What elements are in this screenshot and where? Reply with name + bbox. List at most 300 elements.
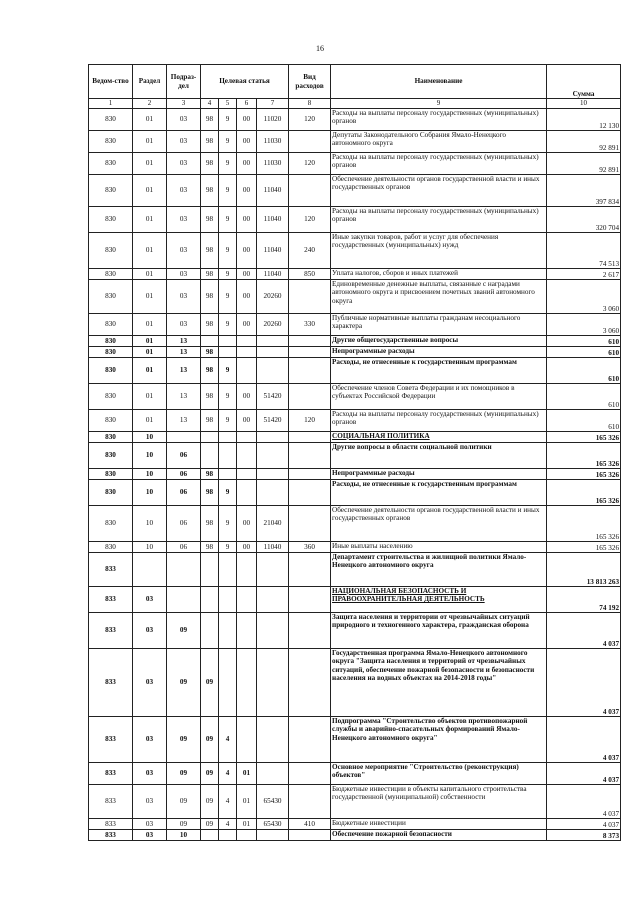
name-cell: Обеспечение пожарной безопасности [331, 830, 547, 841]
vedomstvo-cell: 830 [89, 358, 133, 384]
table-row [89, 763, 621, 785]
target-code-3-cell [237, 469, 257, 480]
vedomstvo-cell: 830 [89, 506, 133, 542]
expense-type-cell [289, 830, 331, 841]
table-body [89, 109, 621, 841]
target-code-1-cell [201, 553, 219, 587]
target-code-2-cell [219, 649, 237, 717]
target-code-4-cell: 11040 [257, 269, 289, 280]
header-vedomstvo: Ведом-ство [89, 65, 133, 99]
razdel-cell: 01 [133, 280, 167, 314]
target-code-4-cell: 51420 [257, 384, 289, 410]
vedomstvo-cell: 833 [89, 613, 133, 649]
target-code-2-cell: 9 [219, 109, 237, 131]
target-code-3-cell: 01 [237, 785, 257, 819]
target-code-4-cell [257, 336, 289, 347]
target-code-2-cell: 9 [219, 506, 237, 542]
podrazdel-cell: 13 [167, 410, 201, 432]
sum-cell: 3 060 [547, 314, 621, 336]
expense-type-cell: 850 [289, 269, 331, 280]
expense-type-cell: 120 [289, 207, 331, 233]
podrazdel-cell: 13 [167, 358, 201, 384]
target-code-2-cell: 9 [219, 269, 237, 280]
podrazdel-cell: 09 [167, 649, 201, 717]
target-code-3-cell [237, 358, 257, 384]
target-code-2-cell: 9 [219, 480, 237, 506]
target-code-3-cell: 01 [237, 819, 257, 830]
table-row [89, 207, 621, 233]
razdel-cell: 01 [133, 410, 167, 432]
vedomstvo-cell: 833 [89, 717, 133, 763]
razdel-cell: 10 [133, 443, 167, 469]
header-podrazdel: Подраз-дел [167, 65, 201, 99]
name-cell: Непрограммные расходы [331, 347, 547, 358]
razdel-cell: 03 [133, 587, 167, 613]
table-row [89, 587, 621, 613]
razdel-cell: 01 [133, 131, 167, 153]
target-code-4-cell: 11040 [257, 175, 289, 207]
podrazdel-cell: 03 [167, 233, 201, 269]
target-code-3-cell [237, 830, 257, 841]
target-code-3-cell: 00 [237, 175, 257, 207]
razdel-cell: 01 [133, 153, 167, 175]
vedomstvo-cell: 830 [89, 410, 133, 432]
sum-cell: 8 373 [547, 830, 621, 841]
target-code-2-cell [219, 830, 237, 841]
target-code-4-cell: 11040 [257, 542, 289, 553]
target-code-2-cell: 9 [219, 280, 237, 314]
vedomstvo-cell: 830 [89, 314, 133, 336]
razdel-cell: 01 [133, 175, 167, 207]
target-code-4-cell: 11030 [257, 131, 289, 153]
target-code-4-cell: 11040 [257, 233, 289, 269]
target-code-3-cell: 01 [237, 763, 257, 785]
column-number-cell: 3 [167, 99, 201, 109]
target-code-2-cell [219, 469, 237, 480]
sum-cell: 320 704 [547, 207, 621, 233]
table-row [89, 109, 621, 131]
expense-type-cell: 120 [289, 153, 331, 175]
name-cell: Расходы, не отнесенные к государственным программам [331, 358, 547, 384]
sum-cell: 4 037 [547, 785, 621, 819]
table-row [89, 506, 621, 542]
column-number-cell: 9 [331, 99, 547, 109]
target-code-1-cell [201, 830, 219, 841]
vedomstvo-cell: 833 [89, 649, 133, 717]
expense-type-cell: 410 [289, 819, 331, 830]
vedomstvo-cell: 833 [89, 553, 133, 587]
vedomstvo-cell: 830 [89, 347, 133, 358]
vedomstvo-cell: 830 [89, 443, 133, 469]
razdel-cell: 10 [133, 432, 167, 443]
table-row [89, 280, 621, 314]
table-row [89, 785, 621, 819]
razdel-cell: 03 [133, 763, 167, 785]
target-code-3-cell: 00 [237, 410, 257, 432]
razdel-cell: 03 [133, 830, 167, 841]
podrazdel-cell: 06 [167, 480, 201, 506]
budget-table [88, 64, 621, 841]
table-row [89, 336, 621, 347]
table-row [89, 410, 621, 432]
podrazdel-cell: 06 [167, 469, 201, 480]
sum-cell: 92 891 [547, 153, 621, 175]
target-code-4-cell [257, 553, 289, 587]
expense-type-cell [289, 613, 331, 649]
podrazdel-cell: 10 [167, 830, 201, 841]
table-row [89, 469, 621, 480]
name-cell: СОЦИАЛЬНАЯ ПОЛИТИКА [331, 432, 547, 443]
target-code-4-cell [257, 358, 289, 384]
table-row [89, 613, 621, 649]
target-code-1-cell: 09 [201, 819, 219, 830]
name-cell: Иные закупки товаров, работ и услуг для обеспечения государственных (муниципальных) нужд [331, 233, 547, 269]
sum-cell: 74 192 [547, 587, 621, 613]
expense-type-cell [289, 553, 331, 587]
table-row [89, 175, 621, 207]
podrazdel-cell: 03 [167, 153, 201, 175]
sum-cell: 610 [547, 384, 621, 410]
target-code-3-cell [237, 336, 257, 347]
razdel-cell: 10 [133, 542, 167, 553]
vedomstvo-cell: 830 [89, 336, 133, 347]
name-cell: Обеспечение деятельности органов государственной власти и иных государственных органов [331, 175, 547, 207]
target-code-3-cell [237, 347, 257, 358]
podrazdel-cell: 06 [167, 506, 201, 542]
expense-type-cell [289, 587, 331, 613]
target-code-3-cell: 00 [237, 314, 257, 336]
target-code-2-cell: 9 [219, 207, 237, 233]
target-code-1-cell: 98 [201, 480, 219, 506]
column-number-cell: 7 [257, 99, 289, 109]
target-code-1-cell: 98 [201, 175, 219, 207]
target-code-2-cell: 4 [219, 763, 237, 785]
sum-cell: 165 326 [547, 506, 621, 542]
vedomstvo-cell: 830 [89, 153, 133, 175]
target-code-1-cell [201, 587, 219, 613]
name-cell: Другие вопросы в области социальной политики [331, 443, 547, 469]
razdel-cell: 01 [133, 358, 167, 384]
vedomstvo-cell: 833 [89, 830, 133, 841]
vedomstvo-cell: 833 [89, 763, 133, 785]
podrazdel-cell: 09 [167, 763, 201, 785]
table-row [89, 384, 621, 410]
vedomstvo-cell: 830 [89, 432, 133, 443]
target-code-2-cell [219, 336, 237, 347]
name-cell: Расходы на выплаты персоналу государственных (муниципальных) органов [331, 153, 547, 175]
table-row [89, 553, 621, 587]
name-cell: Расходы на выплаты персоналу государственных (муниципальных) органов [331, 410, 547, 432]
target-code-2-cell [219, 443, 237, 469]
expense-type-cell [289, 649, 331, 717]
sum-cell: 165 326 [547, 542, 621, 553]
column-number-cell: 2 [133, 99, 167, 109]
name-cell: Расходы на выплаты персоналу государственных (муниципальных) органов [331, 207, 547, 233]
target-code-2-cell: 4 [219, 819, 237, 830]
sum-cell: 165 326 [547, 443, 621, 469]
sum-cell: 610 [547, 358, 621, 384]
name-cell: Бюджетные инвестиции [331, 819, 547, 830]
target-code-2-cell: 9 [219, 542, 237, 553]
target-code-3-cell: 00 [237, 207, 257, 233]
target-code-1-cell: 98 [201, 314, 219, 336]
vedomstvo-cell: 830 [89, 109, 133, 131]
target-code-1-cell: 98 [201, 506, 219, 542]
target-code-4-cell [257, 830, 289, 841]
table-row [89, 432, 621, 443]
name-cell: Депутаты Законодательного Собрания Ямало-Ненецкого автономного округа [331, 131, 547, 153]
target-code-3-cell: 00 [237, 131, 257, 153]
sum-cell: 4 037 [547, 819, 621, 830]
expense-type-cell: 360 [289, 542, 331, 553]
vedomstvo-cell: 833 [89, 587, 133, 613]
target-code-4-cell: 20260 [257, 280, 289, 314]
razdel-cell: 01 [133, 347, 167, 358]
name-cell: НАЦИОНАЛЬНАЯ БЕЗОПАСНОСТЬ И ПРАВООХРАНИТЕЛЬНАЯ ДЕЯТЕЛЬНОСТЬ [331, 587, 547, 613]
name-cell: Другие общегосударственные вопросы [331, 336, 547, 347]
target-code-3-cell: 00 [237, 153, 257, 175]
target-code-3-cell: 00 [237, 384, 257, 410]
target-code-2-cell: 9 [219, 175, 237, 207]
target-code-3-cell [237, 717, 257, 763]
target-code-3-cell: 00 [237, 233, 257, 269]
name-cell: Подпрограмма "Строительство объектов противопожарной службы и аварийно-спасательных формирований Ямало-Ненецкого автономного округа" [331, 717, 547, 763]
target-code-1-cell: 98 [201, 469, 219, 480]
target-code-1-cell: 09 [201, 649, 219, 717]
target-code-2-cell [219, 613, 237, 649]
expense-type-cell: 120 [289, 410, 331, 432]
podrazdel-cell: 06 [167, 443, 201, 469]
header-vid-raskhodov: Вид расходов [289, 65, 331, 99]
column-number-cell: 4 [201, 99, 219, 109]
sum-cell: 165 326 [547, 432, 621, 443]
target-code-3-cell: 00 [237, 109, 257, 131]
podrazdel-cell: 03 [167, 280, 201, 314]
sum-cell: 610 [547, 347, 621, 358]
target-code-1-cell: 98 [201, 207, 219, 233]
vedomstvo-cell: 830 [89, 280, 133, 314]
target-code-4-cell [257, 763, 289, 785]
sum-cell: 74 513 [547, 233, 621, 269]
page-number: 16 [316, 44, 324, 53]
vedomstvo-cell: 830 [89, 469, 133, 480]
podrazdel-cell: 03 [167, 314, 201, 336]
target-code-3-cell [237, 613, 257, 649]
target-code-4-cell: 51420 [257, 410, 289, 432]
expense-type-cell [289, 785, 331, 819]
target-code-1-cell: 98 [201, 410, 219, 432]
vedomstvo-cell: 830 [89, 233, 133, 269]
target-code-3-cell: 00 [237, 269, 257, 280]
podrazdel-cell: 06 [167, 542, 201, 553]
target-code-2-cell: 4 [219, 717, 237, 763]
target-code-4-cell: 65430 [257, 819, 289, 830]
sum-cell: 4 037 [547, 763, 621, 785]
target-code-4-cell [257, 443, 289, 469]
expense-type-cell [289, 347, 331, 358]
table-row [89, 269, 621, 280]
column-number-cell: 8 [289, 99, 331, 109]
target-code-1-cell [201, 336, 219, 347]
target-code-3-cell [237, 443, 257, 469]
target-code-4-cell [257, 587, 289, 613]
sum-cell: 4 037 [547, 717, 621, 763]
target-code-2-cell: 9 [219, 358, 237, 384]
sum-cell: 165 326 [547, 480, 621, 506]
target-code-4-cell: 11020 [257, 109, 289, 131]
razdel-cell: 01 [133, 207, 167, 233]
target-code-1-cell [201, 443, 219, 469]
razdel-cell: 03 [133, 717, 167, 763]
header-razdel: Раздел [133, 65, 167, 99]
target-code-1-cell: 09 [201, 717, 219, 763]
vedomstvo-cell: 833 [89, 785, 133, 819]
expense-type-cell: 330 [289, 314, 331, 336]
target-code-2-cell: 9 [219, 131, 237, 153]
header-tselevaya-statya: Целевая статья [201, 65, 289, 99]
sum-cell: 3 060 [547, 280, 621, 314]
expense-type-cell [289, 175, 331, 207]
razdel-cell [133, 553, 167, 587]
target-code-2-cell: 9 [219, 384, 237, 410]
razdel-cell: 10 [133, 469, 167, 480]
razdel-cell: 10 [133, 506, 167, 542]
header-naimenovanie: Наименование [331, 65, 547, 99]
target-code-4-cell [257, 469, 289, 480]
target-code-2-cell: 9 [219, 233, 237, 269]
table-row [89, 830, 621, 841]
target-code-1-cell: 09 [201, 785, 219, 819]
name-cell: Расходы на выплаты персоналу государственных (муниципальных) органов [331, 109, 547, 131]
expense-type-cell [289, 717, 331, 763]
podrazdel-cell: 13 [167, 336, 201, 347]
expense-type-cell: 120 [289, 109, 331, 131]
vedomstvo-cell: 830 [89, 384, 133, 410]
target-code-3-cell [237, 480, 257, 506]
expense-type-cell [289, 506, 331, 542]
target-code-3-cell [237, 432, 257, 443]
name-cell: Защита населения и территории от чрезвычайных ситуаций природного и техногенного характера, гражданская оборона [331, 613, 547, 649]
target-code-2-cell: 9 [219, 153, 237, 175]
target-code-1-cell: 98 [201, 233, 219, 269]
expense-type-cell [289, 432, 331, 443]
table-row [89, 649, 621, 717]
column-number-row [89, 99, 621, 109]
razdel-cell: 01 [133, 336, 167, 347]
sum-cell: 13 813 263 [547, 553, 621, 587]
column-number-cell: 1 [89, 99, 133, 109]
expense-type-cell [289, 358, 331, 384]
name-cell: Обеспечение деятельности органов государственной власти и иных государственных органов [331, 506, 547, 542]
podrazdel-cell [167, 432, 201, 443]
target-code-2-cell [219, 587, 237, 613]
vedomstvo-cell: 830 [89, 542, 133, 553]
target-code-1-cell: 98 [201, 109, 219, 131]
razdel-cell: 10 [133, 480, 167, 506]
expense-type-cell [289, 336, 331, 347]
vedomstvo-cell: 830 [89, 480, 133, 506]
expense-type-cell [289, 480, 331, 506]
razdel-cell: 01 [133, 109, 167, 131]
table-row [89, 542, 621, 553]
target-code-4-cell [257, 432, 289, 443]
vedomstvo-cell: 830 [89, 207, 133, 233]
razdel-cell: 03 [133, 613, 167, 649]
target-code-3-cell [237, 587, 257, 613]
razdel-cell: 01 [133, 384, 167, 410]
sum-cell: 397 834 [547, 175, 621, 207]
razdel-cell: 01 [133, 314, 167, 336]
vedomstvo-cell: 830 [89, 131, 133, 153]
header-summa: Сумма [547, 65, 621, 99]
table-row [89, 717, 621, 763]
expense-type-cell [289, 280, 331, 314]
table-row [89, 153, 621, 175]
target-code-3-cell: 00 [237, 542, 257, 553]
expense-type-cell: 240 [289, 233, 331, 269]
razdel-cell: 03 [133, 785, 167, 819]
vedomstvo-cell: 830 [89, 175, 133, 207]
target-code-2-cell [219, 553, 237, 587]
target-code-1-cell: 98 [201, 347, 219, 358]
razdel-cell: 03 [133, 649, 167, 717]
target-code-4-cell [257, 613, 289, 649]
podrazdel-cell: 09 [167, 613, 201, 649]
sum-cell: 12 130 [547, 109, 621, 131]
target-code-2-cell [219, 432, 237, 443]
target-code-1-cell: 98 [201, 280, 219, 314]
table-row [89, 819, 621, 830]
name-cell: Непрограммные расходы [331, 469, 547, 480]
expense-type-cell [289, 763, 331, 785]
target-code-3-cell: 00 [237, 280, 257, 314]
target-code-2-cell: 9 [219, 314, 237, 336]
table-row [89, 347, 621, 358]
vedomstvo-cell: 833 [89, 819, 133, 830]
table-row [89, 314, 621, 336]
target-code-4-cell [257, 717, 289, 763]
target-code-4-cell [257, 480, 289, 506]
podrazdel-cell: 03 [167, 109, 201, 131]
podrazdel-cell: 09 [167, 819, 201, 830]
podrazdel-cell: 03 [167, 207, 201, 233]
target-code-4-cell: 65430 [257, 785, 289, 819]
table-row [89, 443, 621, 469]
name-cell: Департамент строительства и жилищной политики Ямало-Ненецкого автономного округа [331, 553, 547, 587]
name-cell: Единовременные денежные выплаты, связанные с наградами автономного округа и присвоением почетных званий автономного округа [331, 280, 547, 314]
sum-cell: 165 326 [547, 469, 621, 480]
target-code-4-cell: 11040 [257, 207, 289, 233]
name-cell: Публичные нормативные выплаты гражданам несоциального характера [331, 314, 547, 336]
podrazdel-cell: 03 [167, 131, 201, 153]
razdel-cell: 03 [133, 819, 167, 830]
expense-type-cell [289, 384, 331, 410]
razdel-cell: 01 [133, 269, 167, 280]
sum-cell: 4 037 [547, 613, 621, 649]
column-number-cell: 10 [547, 99, 621, 109]
target-code-4-cell [257, 649, 289, 717]
target-code-1-cell: 98 [201, 358, 219, 384]
target-code-2-cell: 9 [219, 410, 237, 432]
target-code-1-cell: 09 [201, 763, 219, 785]
target-code-1-cell: 98 [201, 153, 219, 175]
sum-cell: 4 037 [547, 649, 621, 717]
podrazdel-cell [167, 587, 201, 613]
razdel-cell: 01 [133, 233, 167, 269]
table-row [89, 131, 621, 153]
name-cell: Государственная программа Ямало-Ненецкого автономного округа "Защита населения и территорий от чрезвычайных ситуаций, обеспечение пожарной безопасности и безопасности населения на водных объектах на 2014-2018 годы" [331, 649, 547, 717]
podrazdel-cell: 09 [167, 785, 201, 819]
